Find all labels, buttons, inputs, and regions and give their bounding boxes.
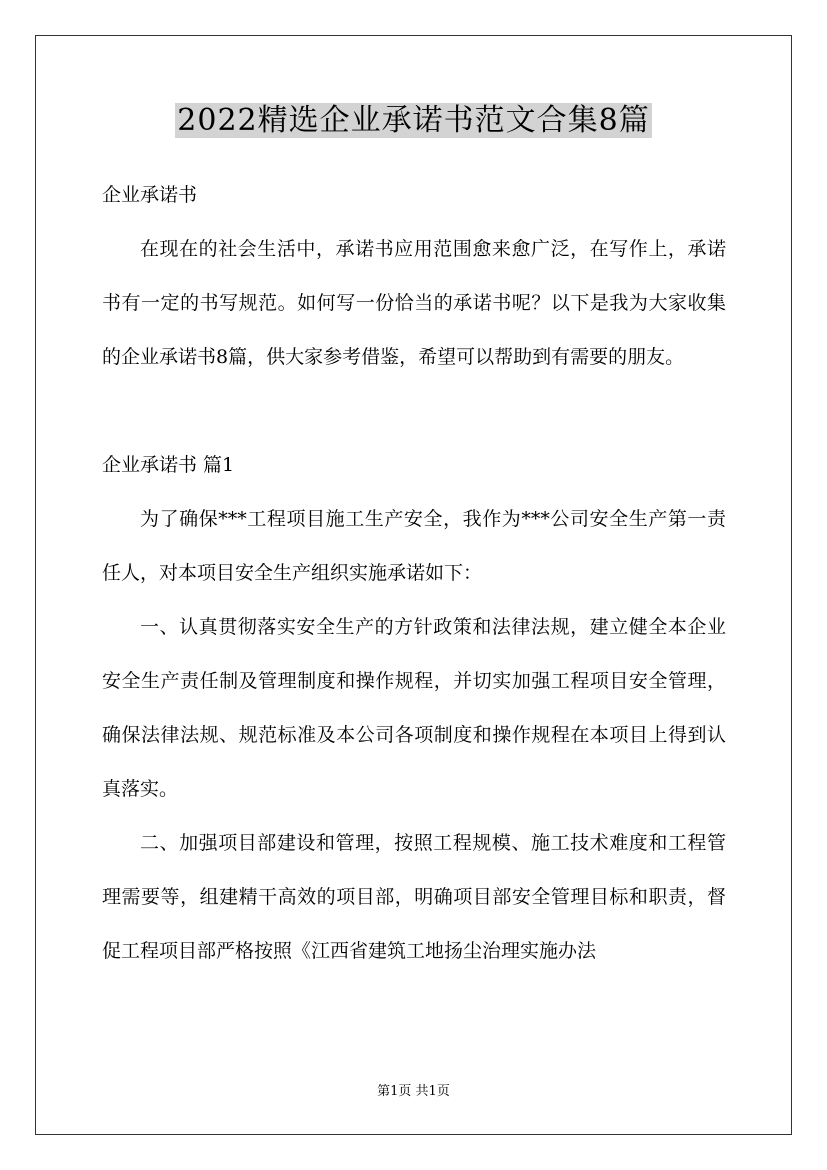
body-paragraph-1: 为了确保***工程项目施工生产安全，我作为***公司安全生产第一责任人，对本项目安全生产组织实施承诺如下： (102, 508, 726, 584)
document-title-text: 2022精选企业承诺书范文合集8篇 (177, 103, 650, 138)
chapter-heading: 企业承诺书 篇1 (102, 454, 235, 476)
paragraph-spacer (102, 384, 726, 438)
page-footer: 第1页 共1页 (377, 1084, 450, 1099)
section-heading: 企业承诺书 (102, 184, 198, 206)
document-title (0, 98, 827, 144)
body-paragraph-3: 二、加强项目部建设和管理，按照工程规模、施工技术难度和工程管理需要等，组建精干高效的项目部，明确项目部安全管理目标和职责，督促工程项目部严格按照《江西省建筑工地扬尘治理实施办法 (102, 832, 726, 962)
document-body (102, 168, 726, 978)
intro-paragraph: 在现在的社会生活中，承诺书应用范围愈来愈广泛，在写作上，承诺书有一定的书写规范。如何写一份恰当的承诺书呢？以下是我为大家收集的企业承诺书8篇，供大家参考借鉴，希望可以帮助到有需要的朋友。 (102, 238, 726, 368)
body-paragraph-2: 一、认真贯彻落实安全生产的方针政策和法律法规，建立健全本企业安全生产责任制及管理制度和操作规程，并切实加强工程项目安全管理，确保法律法规、规范标准及本公司各项制度和操作规程在本项目上得到认真落实。 (102, 616, 726, 800)
